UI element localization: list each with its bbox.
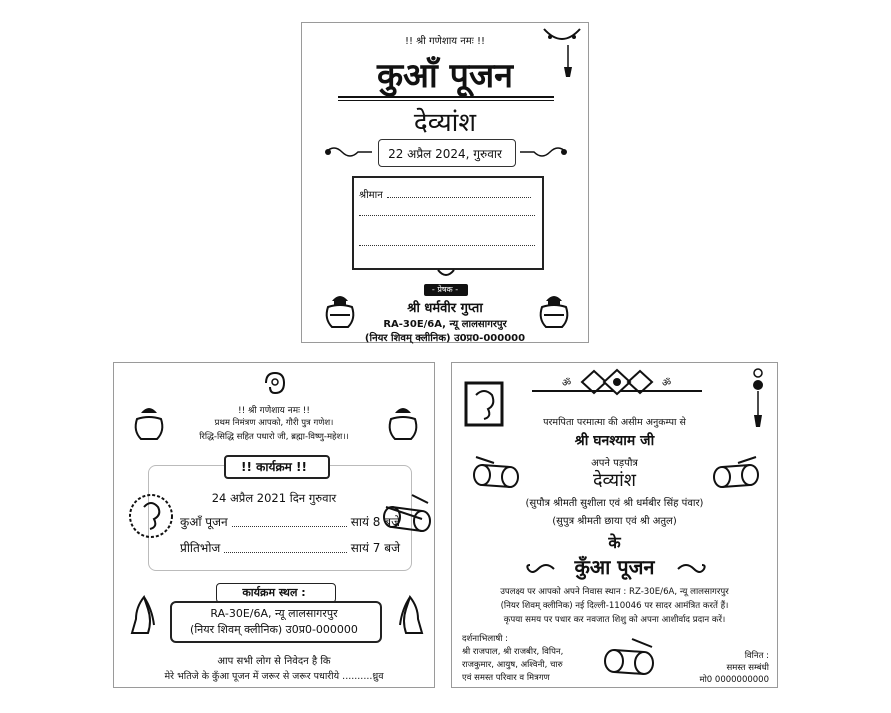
card3-relation: अपने पड़पौत्र [591,458,638,469]
shriman-label: श्रीमान [359,190,383,201]
bell-ornament-icon [542,27,582,79]
svg-text:ॐ: ॐ [562,378,572,389]
card1-sender: श्री धर्मवीर गुप्ता [407,301,483,316]
card3-darshan3: एवं समस्त परिवार व मित्रगण [462,673,550,683]
kalash-left-icon [322,291,358,331]
card3-name: देव्यांश [592,470,637,491]
card3-parents1: (सुपौत्र श्रीमती सुशीला एवं श्री धर्मबीर सिंह पंवार) [525,498,704,509]
card3-invite2: (नियर शिवम् क्लीनिक) नई दिल्ली-110046 पर सादर आमंत्रित करतें हैं। [500,601,729,611]
ganesh-medallion-icon [128,493,174,539]
card3-darshan1: श्री राजपाल, श्री राजबीर, विपिन, [462,647,564,657]
card-bottom-left [113,362,435,688]
card3-vinit1: समस्त सम्बंधी [726,663,769,673]
recipient-line-3 [359,245,535,246]
card-bottom-right [451,362,778,688]
recipient-line-1 [359,187,535,201]
kalash-right-icon [386,403,420,443]
ganesh-symbol-icon [262,371,288,395]
card2-verse2: रिद्धि-सिद्धि सहित पधारो जी, ब्रह्मा-विष्णु-महेश।। [199,432,349,442]
card1-date: 22 अप्रैल 2024, गुरुवार [388,147,502,161]
card2-program-title: !! कार्यक्रम !! [241,460,307,474]
swirl-left-icon [524,561,556,577]
flourish-right-icon [518,144,568,160]
card3-intro: परमपिता परमात्मा की असीम अनुकम्पा से [543,417,686,428]
drum-right-icon [712,453,760,491]
ganesh-border-top-icon [532,369,702,395]
card2-program-date: 24 अप्रैल 2021 दिन गुरुवार [211,491,337,505]
card1-addr1: RA-30E/6A, न्यू लालसागरपुर [383,319,507,330]
title-underline [338,96,554,98]
event2-name: प्रीतिभोज [180,541,221,555]
drum-icon [382,491,432,535]
card3-darshan-label: दर्शनाभिलाषी : [462,634,509,644]
card1-prashak: - प्रेषक - [431,285,459,294]
drum-left-icon [472,453,520,491]
card-top [301,22,589,343]
card3-grandfather: श्री घनश्याम जी [574,433,655,449]
event-row-1 [180,513,400,530]
kalash-right-icon [536,291,572,331]
card2-venue1: RA-30E/6A, न्यू लालसागरपुर [210,607,338,620]
event-row-2 [180,539,400,556]
event2-time: सायं 7 बजे [350,541,400,555]
card3-darshan2: राजकुमार, आयुष, अश्विनी, चारु [462,660,563,670]
card1-addr2: (नियर शिवम् क्लीनिक) उ0प्र0-000000 [364,333,526,344]
swirl-right-icon [676,561,708,577]
card3-title: कुँआ पूजन [574,555,655,579]
card3-parents2: (सुपुत्र श्रीमती छाया एवं श्री अतुल) [552,516,677,527]
recipient-line-2 [359,215,535,216]
event1-time: सायं 8 बजे [350,515,400,529]
card3-ke: के [608,533,621,552]
card3-vinit-label: विनित : [744,651,769,661]
card1-name: देव्यांश [413,108,477,138]
card3-phone: मो0 0000000000 [699,675,769,685]
card2-closing2: मेरे भतिजे के कुँआ पूजन में जरूर से जरूर पधारीये ..........ध्रुव [164,671,384,682]
card2-verse1: प्रथम निमंत्रण आपको, गौरी पुत्र गणेश। [214,418,334,428]
divider-swirl-icon [436,268,456,278]
event1-name: कुआँ पूजन [180,515,228,529]
card2-mantra: !! श्री गणेशाय नमः !! [237,406,311,416]
card2-closing1: आप सभी लोग से निवेदन है कि [217,656,331,667]
card3-invite1: उपलक्ष्य पर आपको अपने निवास स्थान : RZ-30E/6A, न्यू लालसागरपुर [500,587,729,597]
card1-mantra: !! श्री गणेशाय नमः !! [404,36,486,47]
namaste-left-icon [130,595,158,635]
kalash-left-icon [132,403,166,443]
card1-title: कुआँ पूजन [376,56,514,96]
title-underline-thin [338,100,554,101]
namaste-right-icon [396,595,424,635]
svg-text:ॐ: ॐ [662,378,672,389]
drum-bottom-icon [602,635,656,679]
card2-venue-title: कार्यक्रम स्थल : [242,586,306,599]
card3-invite3: कृपया समय पर पधार कर नवजात शिशु को अपना आशीर्वाद प्रदान करें। [503,615,726,625]
card2-venue2: (नियर शिवम् क्लीनिक) उ0प्र0-000000 [190,623,358,636]
